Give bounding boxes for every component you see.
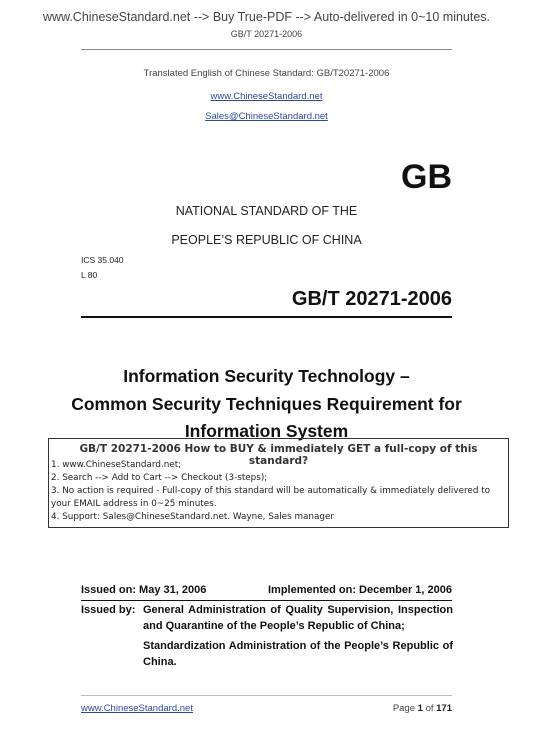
- footer-rule: [81, 695, 452, 696]
- dates-rule: [81, 600, 452, 601]
- national-standard-line1: NATIONAL STANDARD OF THE: [175, 204, 358, 218]
- buy-box-item: your EMAIL address in 0~25 minutes.: [51, 499, 217, 509]
- doc-title-line2: Common Security Techniques Requirement for: [71, 394, 462, 414]
- page-total: 171: [436, 703, 452, 714]
- buy-box-item: 1. www.ChineseStandard.net;: [51, 460, 182, 470]
- translation-line: Translated English of Chinese Standard: GB/T20271-2006: [143, 68, 390, 79]
- footer-website-link[interactable]: www.ChineseStandard.net: [81, 703, 193, 714]
- buy-box-item: 3. No action is required - Full-copy of this standard will be automatically & immediately delivered to: [51, 486, 491, 496]
- page-mid: of: [422, 703, 437, 714]
- page-current: 1: [417, 703, 423, 714]
- implemented-on-date: Implemented on: December 1, 2006: [267, 584, 452, 596]
- header-banner: www.ChineseStandard.net --> Buy True-PDF --> Auto-delivered in 0~10 minutes.: [42, 10, 491, 24]
- standard-code: GB/T 20271-2006: [291, 288, 452, 310]
- email-link[interactable]: Sales@ChineseStandard.net: [205, 111, 328, 122]
- header-doc-code: GB/T 20271-2006: [230, 29, 303, 39]
- doc-title-line3: Information System: [184, 421, 349, 441]
- website-link[interactable]: www.ChineseStandard.net: [210, 91, 323, 102]
- issuer-1: General Administration of Quality Supervision, Inspection and Quarantine of the People’s Republic of China;: [143, 604, 453, 632]
- doc-title-line1: Information Security Technology –: [123, 366, 410, 386]
- ics-code: ICS 35.040: [81, 255, 124, 265]
- title-rule: [81, 316, 452, 318]
- issued-on-date: Issued on: May 31, 2006: [81, 584, 207, 596]
- buy-info-box: [48, 438, 509, 528]
- page-number: [393, 703, 452, 714]
- buy-box-heading: GB/T 20271-2006 How to BUY & immediately GET a full-copy of this standard?: [79, 443, 478, 467]
- header-rule: [81, 49, 452, 50]
- buy-box-item: 2. Search --> Add to Cart --> Checkout (3-steps);: [51, 473, 268, 483]
- gb-logo: GB: [401, 158, 452, 196]
- issued-by-label: Issued by:: [81, 604, 136, 616]
- issuer-2: Standardization Administration of the People’s Republic of China.: [143, 640, 453, 668]
- classification-code: L 80: [81, 270, 98, 280]
- buy-box-item: 4. Support: Sales@ChineseStandard.net. Wayne, Sales manager: [51, 512, 334, 522]
- national-standard-line2: PEOPLE’S REPUBLIC OF CHINA: [171, 233, 362, 247]
- page-prefix: Page: [392, 703, 418, 714]
